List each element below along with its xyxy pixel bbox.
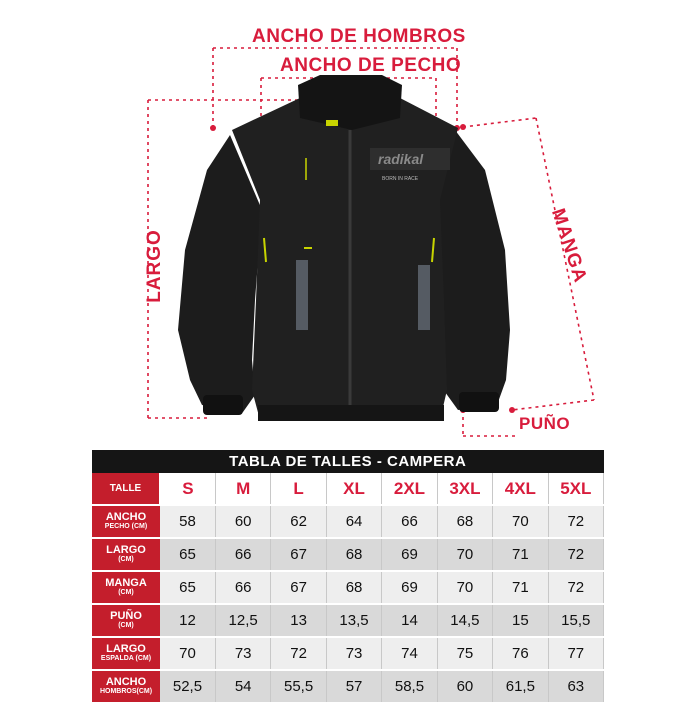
table-cell: 55,5 [271, 670, 326, 702]
row-label-main: MANGA [105, 576, 147, 589]
table-cell: 77 [548, 637, 603, 670]
table-cell: 71 [493, 538, 548, 571]
table-cell: 65 [160, 538, 215, 571]
table-cell: 60 [437, 670, 492, 702]
table-cell: 65 [160, 571, 215, 604]
table-cell: 70 [160, 637, 215, 670]
jacket-tag: BORN IN RACE [382, 176, 419, 182]
table-cell: 13,5 [326, 604, 381, 637]
table-cell: 66 [215, 571, 270, 604]
size-header: XL [326, 473, 381, 505]
size-table-body [92, 505, 604, 702]
table-row [92, 637, 604, 670]
label-largo: LARGO [143, 229, 165, 303]
table-cell: 76 [493, 637, 548, 670]
row-label-main: ANCHO [105, 675, 147, 688]
table-cell: 66 [215, 538, 270, 571]
row-label-main: PUÑO [110, 609, 142, 622]
table-cell: 13 [271, 604, 326, 637]
table-cell: 70 [437, 538, 492, 571]
row-label-sub: ESPALDA (CM) [100, 654, 152, 662]
table-row [92, 538, 604, 571]
table-cell: 12 [160, 604, 215, 637]
table-cell: 15,5 [548, 604, 603, 637]
table-cell: 60 [215, 505, 270, 538]
table-cell: 62 [271, 505, 326, 538]
table-row [92, 571, 604, 604]
table-cell: 64 [326, 505, 381, 538]
table-cell: 69 [382, 571, 437, 604]
size-header: S [160, 473, 215, 505]
label-puno: PUÑO [519, 414, 571, 433]
table-cell: 61,5 [493, 670, 548, 702]
table-cell: 66 [382, 505, 437, 538]
row-label [92, 637, 160, 670]
table-cell: 72 [271, 637, 326, 670]
label-ancho-hombros: ANCHO DE HOMBROS [252, 26, 466, 47]
table-cell: 72 [548, 505, 603, 538]
table-cell: 73 [215, 637, 270, 670]
table-cell: 73 [326, 637, 381, 670]
row-label [92, 571, 160, 604]
size-header: 3XL [437, 473, 492, 505]
table-cell: 74 [382, 637, 437, 670]
size-header: 2XL [382, 473, 437, 505]
row-label [92, 505, 160, 538]
row-label [92, 670, 160, 702]
table-cell: 12,5 [215, 604, 270, 637]
row-label-sub: PECHO (CM) [104, 522, 148, 530]
row-label-sub: (CM) [118, 555, 134, 563]
label-ancho-pecho: ANCHO DE PECHO [280, 55, 462, 76]
row-label-sub: HOMBROS(CM) [99, 687, 153, 695]
table-cell: 72 [548, 538, 603, 571]
table-cell: 69 [382, 538, 437, 571]
row-label-main: LARGO [106, 543, 146, 556]
table-cell: 58,5 [382, 670, 437, 702]
table-row [92, 505, 604, 538]
table-cell: 68 [437, 505, 492, 538]
row-label-sub: (CM) [118, 621, 134, 629]
table-cell: 58 [160, 505, 215, 538]
table-row [92, 670, 604, 702]
table-cell: 57 [326, 670, 381, 702]
row-label [92, 604, 160, 637]
table-cell: 68 [326, 571, 381, 604]
size-header: 5XL [548, 473, 603, 505]
table-cell: 70 [437, 571, 492, 604]
table-cell: 75 [437, 637, 492, 670]
table-row [92, 604, 604, 637]
table-cell: 52,5 [160, 670, 215, 702]
table-cell: 70 [493, 505, 548, 538]
row-label-main: LARGO [106, 642, 146, 655]
row-label-sub: (CM) [118, 588, 134, 596]
table-cell: 67 [271, 538, 326, 571]
size-table [92, 450, 604, 702]
jacket-brand: radikal [378, 151, 424, 167]
table-cell: 71 [493, 571, 548, 604]
table-cell: 63 [548, 670, 603, 702]
label-manga: MANGA [547, 206, 591, 286]
table-cell: 68 [326, 538, 381, 571]
size-header-row [92, 473, 604, 505]
size-header: M [215, 473, 270, 505]
table-cell: 54 [215, 670, 270, 702]
table-cell: 67 [271, 571, 326, 604]
row-label-main: ANCHO [105, 510, 147, 523]
row-label [92, 538, 160, 571]
talle-header: TALLE [92, 473, 160, 505]
table-cell: 14,5 [437, 604, 492, 637]
table-cell: 15 [493, 604, 548, 637]
table-cell: 14 [382, 604, 437, 637]
table-title: TABLA DE TALLES - CAMPERA [92, 450, 604, 473]
table-cell: 72 [548, 571, 603, 604]
size-header: L [271, 473, 326, 505]
size-header: 4XL [493, 473, 548, 505]
